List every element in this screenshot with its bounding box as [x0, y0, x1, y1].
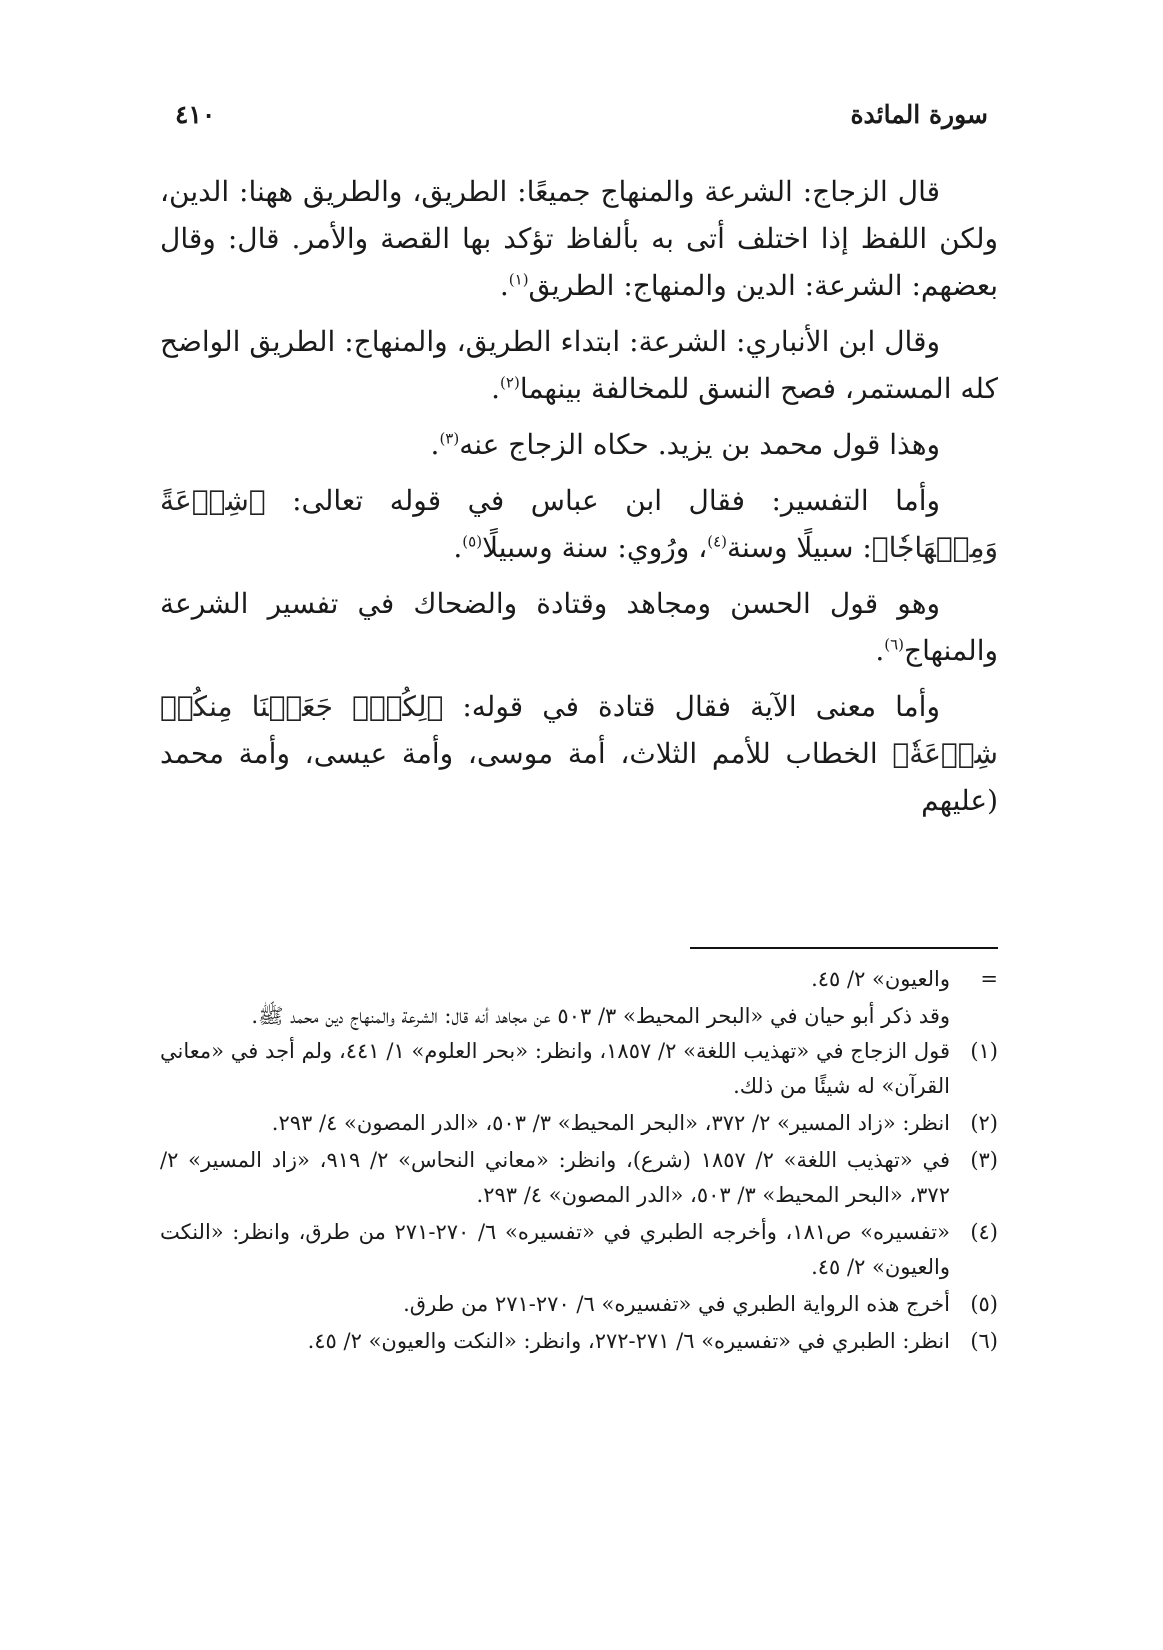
continuation-mark: = — [980, 967, 998, 991]
footnote-continuation-text: وقد ذكر أبو حيان في «البحر المحيط» ٣/ ٥٠٣ عن مجاهد أنه قال: الشرعة والمنهاج دين محمد ﷺ. — [251, 1004, 950, 1028]
paragraph-hasan: وهو قول الحسن ومجاهد وقتادة والضحاك في تفسير الشرعة والمنهاج$^{(٦)}$. — [160, 587, 998, 667]
footnote-number: (٦) — [970, 1329, 998, 1353]
footnote-2: (٢) انظر: «زاد المسير» ٢/ ٣٧٢، «البحر المحيط» ٣/ ٥٠٣، «الدر المصون» ٤/ ٢٩٣. — [160, 1106, 998, 1141]
footnote-number: (٤) — [970, 1220, 998, 1244]
footnote-ref-1: (١) — [508, 270, 529, 289]
quran-quote-1: ﴿شِرۡعَةً وَمِنۡهَاجٗا﴾ — [160, 484, 998, 564]
footnote-ref-3: (٣) — [439, 429, 460, 448]
footnote-1: (١) قول الزجاج في «تهذيب اللغة» ٢/ ١٨٥٧، وانظر: «بحر العلوم» ١/ ٤٤١، ولم أجد في «معاني القرآن» له شيئًا من ذلك. — [160, 1034, 998, 1104]
paragraph-tafsir: وأما التفسير: فقال ابن عباس في قوله تعالى: ﴿شِرۡعَةً وَمِنۡهَاجٗا﴾: سبيلًا وسنة$^{(٤)}$، ورُوي: سنة وسبيلًا$^{(٥)}$. — [160, 484, 998, 564]
footnote-3: (٣) في «تهذيب اللغة» ٢/ ١٨٥٧ (شرع)، وانظر: «معاني النحاس» ٢/ ٩١٩، «زاد المسير» ٢/ ٣٧٢، «البحر المحيط» ٣/ ٥٠٣، «الدر المصون» ٤/ ٢٩٣. — [160, 1143, 998, 1213]
footnote-separator — [690, 947, 998, 949]
paragraph-yazid: وهذا قول محمد بن يزيد. حكاه الزجاج عنه$^{(٣)}$. — [430, 428, 940, 461]
paragraph-zajjaj: قال الزجاج: الشرعة والمنهاج جميعًا: الطريق، والطريق ههنا: الدين، ولكن اللفظ إذا اختلف أتى به بألفاظ تؤكد بها القصة والأمر. قال: وقال بعضهم: الشرعة: الدين والمنهاج: الطريق$^{(١)}$. — [160, 175, 998, 302]
footnote-number: (١) — [970, 1039, 998, 1063]
footnote-ref-4: (٤) — [707, 532, 728, 551]
footnotes — [160, 962, 998, 1361]
footnote-ref-5: (٥) — [462, 532, 483, 551]
quran-quote-2: ﴿لِكُلّٖ جَعَلۡنَا مِنكُمۡ شِرۡعَةٗ﴾ — [160, 690, 998, 770]
footnote-6: (٦) انظر: الطبري في «تفسيره» ٦/ ٢٧١-٢٧٢، وانظر: «النكت والعيون» ٢/ ٤٥. — [160, 1324, 998, 1359]
footnote-number: (٣) — [970, 1148, 998, 1172]
footnote-continuation: = والعيون» ٢/ ٤٥. — [160, 962, 998, 997]
paragraph-qatada: وأما معنى الآية فقال قتادة في قوله: ﴿لِكُلّٖ جَعَلۡنَا مِنكُمۡ شِرۡعَةٗ﴾ الخطاب للأمم الثلاث، أمة موسى، وأمة عيسى، وأمة محمد (عليهم — [160, 690, 998, 817]
surah-title: سورة المائدة — [850, 100, 988, 129]
paragraph-anbari: وقال ابن الأنباري: الشرعة: ابتداء الطريق، والمنهاج: الطريق الواضح كله المستمر، فصح النسق للمخالفة بينهما$^{(٢)}$. — [160, 325, 998, 405]
footnote-ref-2: (٢) — [500, 373, 520, 392]
footnote-number: (٢) — [970, 1111, 998, 1135]
footnote-number: (٥) — [970, 1292, 998, 1316]
page-number: ٤١٠ — [175, 100, 216, 129]
main-text — [160, 168, 998, 833]
footnote-4: (٤) «تفسيره» ص١٨١، وأخرجه الطبري في «تفسيره» ٦/ ٢٧٠-٢٧١ من طرق، وانظر: «النكت والعيون» ٢/ ٤٥. — [160, 1215, 998, 1285]
footnote-ref-6: (٦) — [884, 635, 905, 654]
page-header — [175, 100, 988, 140]
footnote-5: (٥) أخرج هذه الرواية الطبري في «تفسيره» ٦/ ٢٧٠-٢٧١ من طرق. — [160, 1287, 998, 1322]
